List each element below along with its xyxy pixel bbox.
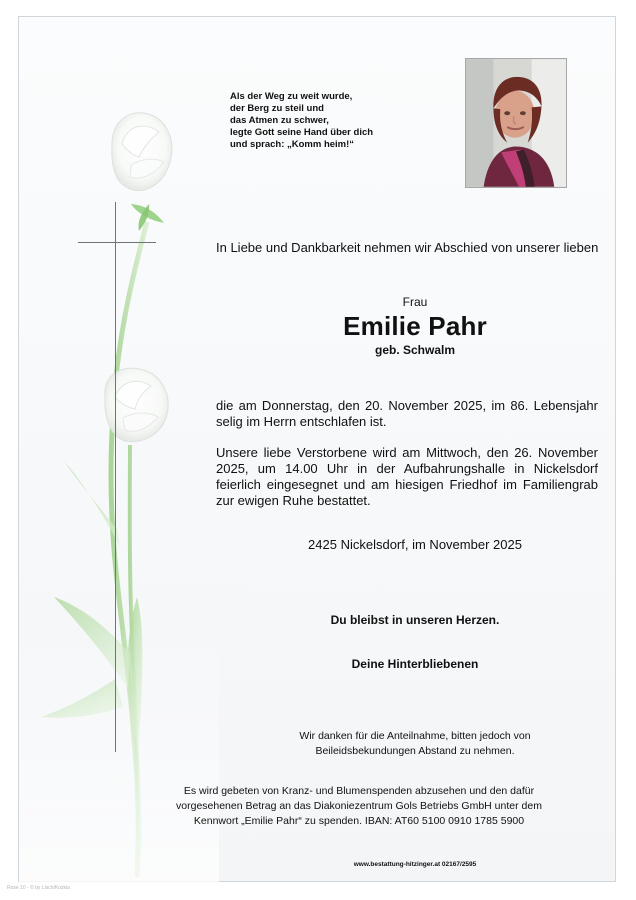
thanks-note (230, 729, 600, 759)
donation-note (124, 784, 594, 829)
donation-line: vorgesehenen Betrag an das Diakoniezentrum Gols Betriebs GmbH unter dem (176, 800, 542, 812)
bereaved-line: Deine Hinterbliebenen (351, 657, 479, 671)
obituary-page (18, 16, 616, 882)
farewell-line: Du bleibst in unseren Herzen. (330, 613, 500, 627)
salutation: Frau (402, 295, 428, 309)
image-credit: Rose 10 - © by Lisch/Kozkia (7, 885, 70, 891)
donation-line: Kennwort „Emilie Pahr“ zu spenden. IBAN: AT60 5100 0910 1785 5900 (193, 815, 525, 827)
donation-line: Es wird gebeten von Kranz- und Blumenspenden abzusehen und den dafür (183, 785, 535, 797)
poem-line: legte Gott seine Hand über dich (230, 127, 374, 138)
portrait-photo (465, 58, 567, 188)
website-contact: www.bestattung-hitzinger.at 02167/2595 (353, 861, 477, 868)
place-date: 2425 Nickelsdorf, im November 2025 (308, 537, 522, 552)
passing-paragraph: die am Donnerstag, den 20. November 2025, im 86. Lebensjahr selig im Herrn entschlafen ist. (216, 398, 598, 429)
funeral-paragraph: Unsere liebe Verstorbene wird am Mittwoch, den 26. November 2025, um 14.00 Uhr in der Aufbahrungshalle in Nickelsdorf feierlich eingesegnet und am hiesigen Friedhof im Familiengrab zur ewigen Ruhe bestattet. (216, 445, 598, 508)
cross-icon (115, 202, 116, 752)
poem-line: Als der Weg zu weit wurde, (230, 91, 353, 102)
white-rose-icon (19, 17, 219, 883)
poem-line: das Atmen zu schwer, (230, 115, 329, 126)
deceased-name: Emilie Pahr (343, 311, 487, 341)
birth-name: geb. Schwalm (374, 343, 456, 357)
poem-line: der Berg zu steil und (230, 103, 324, 114)
thanks-line: Beileidsbekundungen Abstand zu nehmen. (315, 745, 515, 757)
announcement-intro: In Liebe und Dankbarkeit nehmen wir Abschied von unserer lieben (216, 240, 599, 255)
poem-line: und sprach: „Komm heim!“ (230, 139, 355, 150)
memorial-poem (230, 91, 440, 151)
cross-icon-bar (78, 242, 156, 243)
thanks-line: Wir danken für die Anteilnahme, bitten jedoch von (299, 730, 531, 742)
